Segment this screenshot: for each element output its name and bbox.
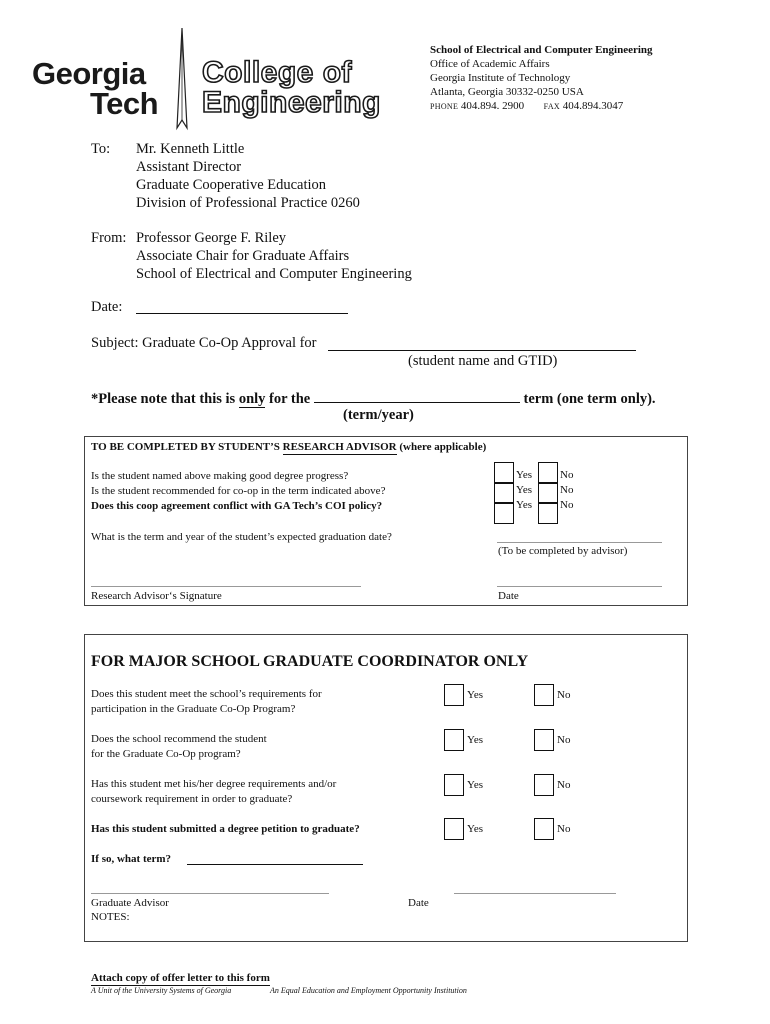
attach-instruction	[91, 971, 270, 986]
coordinator-question-4: Has this student submitted a degree petition to graduate?	[91, 823, 360, 835]
question-line: Does the school recommend the student	[91, 733, 267, 745]
yes-label: Yes	[516, 499, 533, 511]
no-label: No	[557, 823, 571, 835]
to-line: Division of Professional Practice 0260	[136, 195, 360, 211]
coordinator-question-1	[91, 687, 322, 717]
advisor-signature-field[interactable]	[91, 586, 361, 587]
phone-label: PHONE	[430, 102, 459, 111]
from-line: Professor George F. Riley	[136, 230, 286, 246]
requirements-yes-checkbox[interactable]	[444, 684, 464, 706]
graduation-hint: (To be completed by advisor)	[498, 545, 628, 557]
yes-label: Yes	[467, 823, 484, 835]
progress-no-checkbox[interactable]	[538, 462, 558, 484]
coordinator-section	[84, 634, 688, 942]
coordinator-question-2	[91, 732, 267, 762]
fax-number: 404.894.3047	[562, 100, 624, 112]
term-note-post: term (one term only).	[519, 391, 656, 407]
petition-yes-checkbox[interactable]	[444, 818, 464, 840]
yes-label: Yes	[516, 484, 533, 496]
address-contact	[430, 99, 750, 114]
no-label: No	[560, 484, 574, 496]
coordinator-heading: FOR MAJOR SCHOOL GRADUATE COORDINATOR ONLY	[91, 653, 529, 670]
advisor-heading	[91, 440, 486, 455]
question-line: participation in the Graduate Co-Op Program?	[91, 703, 296, 715]
coordinator-question-3	[91, 777, 336, 807]
degree-req-no-checkbox[interactable]	[534, 774, 554, 796]
graduate-advisor-signature-field[interactable]	[91, 893, 329, 894]
yes-label: Yes	[516, 469, 533, 481]
coop-yes-checkbox[interactable]	[494, 482, 514, 504]
advisor-heading-post: (where applicable)	[396, 441, 487, 453]
term-note-pre: *Please note that this is	[91, 391, 239, 407]
advisor-question: Is the student recommended for co-op in the term indicated above?	[91, 485, 386, 497]
no-label: No	[560, 499, 574, 511]
yes-label: Yes	[467, 689, 484, 701]
from-line: Associate Chair for Graduate Affairs	[136, 248, 350, 264]
term-note	[91, 388, 656, 408]
recommend-no-checkbox[interactable]	[534, 729, 554, 751]
requirements-no-checkbox[interactable]	[534, 684, 554, 706]
phone-number: 404.894. 2900	[460, 100, 525, 112]
footer-eeo: An Equal Education and Employment Opportunity Institution	[270, 986, 467, 995]
address-city: Atlanta, Georgia 30332-0250 USA	[430, 86, 584, 98]
date-label: Date:	[91, 299, 123, 315]
attach-instruction-text: Attach copy of offer letter to this form	[91, 972, 270, 984]
graduate-advisor-label: Graduate Advisor	[91, 897, 169, 909]
petition-no-checkbox[interactable]	[534, 818, 554, 840]
advisor-question: Is the student named above making good degree progress?	[91, 470, 349, 482]
term-question: If so, what term?	[91, 853, 172, 865]
recommend-yes-checkbox[interactable]	[444, 729, 464, 751]
advisor-heading-pre: TO BE COMPLETED BY STUDENT’S	[91, 441, 283, 453]
subject-hint: (student name and GTID)	[408, 353, 558, 369]
graduation-question: What is the term and year of the student’s expected graduation date?	[91, 531, 392, 543]
logo	[32, 28, 402, 138]
question-line: coursework requirement in order to graduate?	[91, 793, 293, 805]
coi-no-checkbox[interactable]	[538, 502, 558, 524]
fax-label: FAX	[543, 102, 560, 111]
advisor-question: Does this coop agreement conflict with GA Tech’s COI policy?	[91, 500, 383, 512]
advisor-signature-label: Research Advisor‘s Signature	[91, 590, 222, 602]
no-label: No	[557, 689, 571, 701]
coordinator-date-label: Date	[408, 897, 429, 909]
progress-yes-checkbox[interactable]	[494, 462, 514, 484]
logo-engineering: Engineering	[202, 86, 381, 119]
term-field[interactable]	[314, 388, 520, 403]
from-line: School of Electrical and Computer Engineering	[136, 266, 412, 282]
date-field[interactable]	[136, 313, 348, 314]
yes-label: Yes	[467, 734, 484, 746]
term-note-mid: for the	[265, 391, 314, 407]
footer-unit: A Unit of the University Systems of Georgia	[91, 986, 232, 995]
from-label: From:	[91, 230, 127, 246]
logo-college-of: College of	[202, 56, 353, 89]
no-label: No	[560, 469, 574, 481]
to-label: To:	[91, 141, 111, 157]
address-school: School of Electrical and Computer Engineering	[430, 44, 653, 56]
to-line: Assistant Director	[136, 159, 242, 175]
student-name-field[interactable]	[328, 350, 636, 351]
term-hint: (term/year)	[343, 407, 414, 423]
advisor-date-label: Date	[498, 590, 519, 602]
from-block	[136, 229, 412, 283]
advisor-date-field[interactable]	[497, 586, 662, 587]
address-block	[430, 43, 750, 114]
to-line: Graduate Cooperative Education	[136, 177, 327, 193]
address-office: Office of Academic Affairs	[430, 58, 550, 70]
term-note-only: only	[238, 391, 266, 407]
logo-spire-icon	[172, 28, 192, 136]
advisor-yes-no-grid	[494, 462, 604, 522]
question-line: for the Graduate Co-Op program?	[91, 748, 241, 760]
coi-yes-checkbox[interactable]	[494, 502, 514, 524]
logo-georgia: Georgia	[32, 56, 146, 91]
advisor-heading-underlined: RESEARCH ADVISOR	[282, 441, 397, 453]
question-line: Has this student met his/her degree requirements and/or	[91, 778, 337, 790]
question-line: Does this student meet the school’s requirements for	[91, 688, 322, 700]
logo-tech: Tech	[90, 86, 159, 121]
graduation-date-field[interactable]	[497, 542, 662, 543]
notes-label: NOTES:	[91, 911, 130, 923]
research-advisor-section	[84, 436, 688, 606]
degree-req-yes-checkbox[interactable]	[444, 774, 464, 796]
yes-label: Yes	[467, 779, 484, 791]
to-block	[136, 140, 360, 212]
coordinator-date-field[interactable]	[454, 893, 616, 894]
no-label: No	[557, 779, 571, 791]
petition-term-field[interactable]	[187, 864, 363, 865]
coop-no-checkbox[interactable]	[538, 482, 558, 504]
address-institute: Georgia Institute of Technology	[430, 72, 571, 84]
no-label: No	[557, 734, 571, 746]
to-line: Mr. Kenneth Little	[136, 141, 245, 157]
subject-label: Subject: Graduate Co-Op Approval for	[91, 335, 317, 351]
